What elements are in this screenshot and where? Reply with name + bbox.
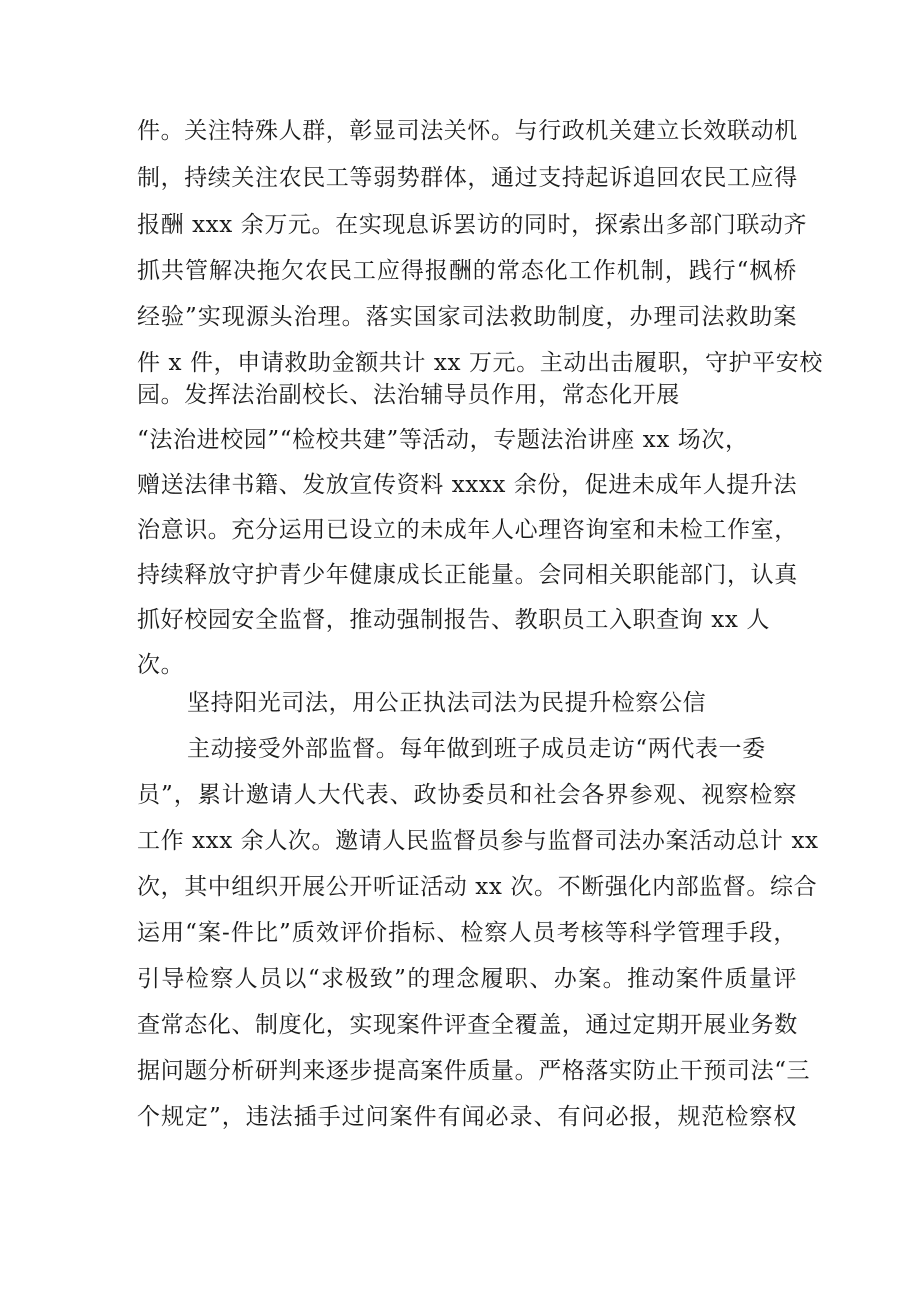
body-text-line: 园。发挥法治副校长、法治辅导员作用，常态化开展 (137, 382, 680, 408)
body-text-line: “法治进校园”“检校共建”等活动，专题法治讲座 xx 场次， (137, 427, 749, 453)
body-text-line: 主动接受外部监督。每年做到班子成员走访“两代表一委 (187, 736, 766, 762)
body-text-line: 据问题分析研判来逐步提高案件质量。严格落实防止干预司法“三 (137, 1058, 811, 1084)
body-text-line: 抓好校园安全监督，推动强制报告、教职员工入职查询 xx 人 (137, 607, 770, 633)
body-text-line: 员”，累计邀请人大代表、政协委员和社会各界参观、视察检察 (137, 782, 797, 808)
body-text-line: 持续释放守护青少年健康成长正能量。会同相关职能部门，认真 (137, 562, 798, 588)
body-text-line: 查常态化、制度化，实现案件评查全覆盖，通过定期开展业务数 (137, 1012, 798, 1038)
body-text-line: 次，其中组织开展公开听证活动 xx 次。不断强化内部监督。综合 (137, 874, 818, 900)
body-text-line: 赠送法律书籍、发放宣传资料 xxxx 余份，促进未成年人提升法 (137, 472, 798, 498)
body-text-line: 件 x 件，申请救助金额共计 xx 万元。主动出击履职，守护平安校 (137, 350, 823, 376)
body-text-line: 件。关注特殊人群，彰显司法关怀。与行政机关建立长效联动机 (137, 118, 798, 144)
body-text-line: 运用“案-件比”质效评价指标、检察人员考核等科学管理手段， (137, 920, 797, 946)
body-text-line: 报酬 xxx 余万元。在实现息诉罢访的同时，探索出多部门联动齐 (137, 212, 808, 238)
section-heading: 坚持阳光司法，用公正执法司法为民提升检察公信 (187, 690, 707, 716)
body-text-line: 制，持续关注农民工等弱势群体，通过支持起诉追回农民工应得 (137, 165, 798, 191)
body-text-line: 个规定”，违法插手过问案件有闻必录、有问必报，规范检察权 (137, 1104, 797, 1130)
body-text-line: 工作 xxx 余人次。邀请人民监督员参与监督司法办案活动总计 xx (137, 828, 819, 854)
body-text-line: 引导检察人员以“求极致”的理念履职、办案。推动案件质量评 (137, 966, 797, 992)
body-text-line: 抓共管解决拖欠农民工应得报酬的常态化工作机制，践行“枫桥 (137, 258, 797, 284)
body-text-line: 经验”实现源头治理。落实国家司法救助制度，办理司法救助案 (137, 304, 797, 330)
body-text-line: 次。 (137, 652, 185, 678)
body-text-line: 治意识。充分运用已设立的未成年人心理咨询室和未检工作室， (137, 517, 798, 543)
